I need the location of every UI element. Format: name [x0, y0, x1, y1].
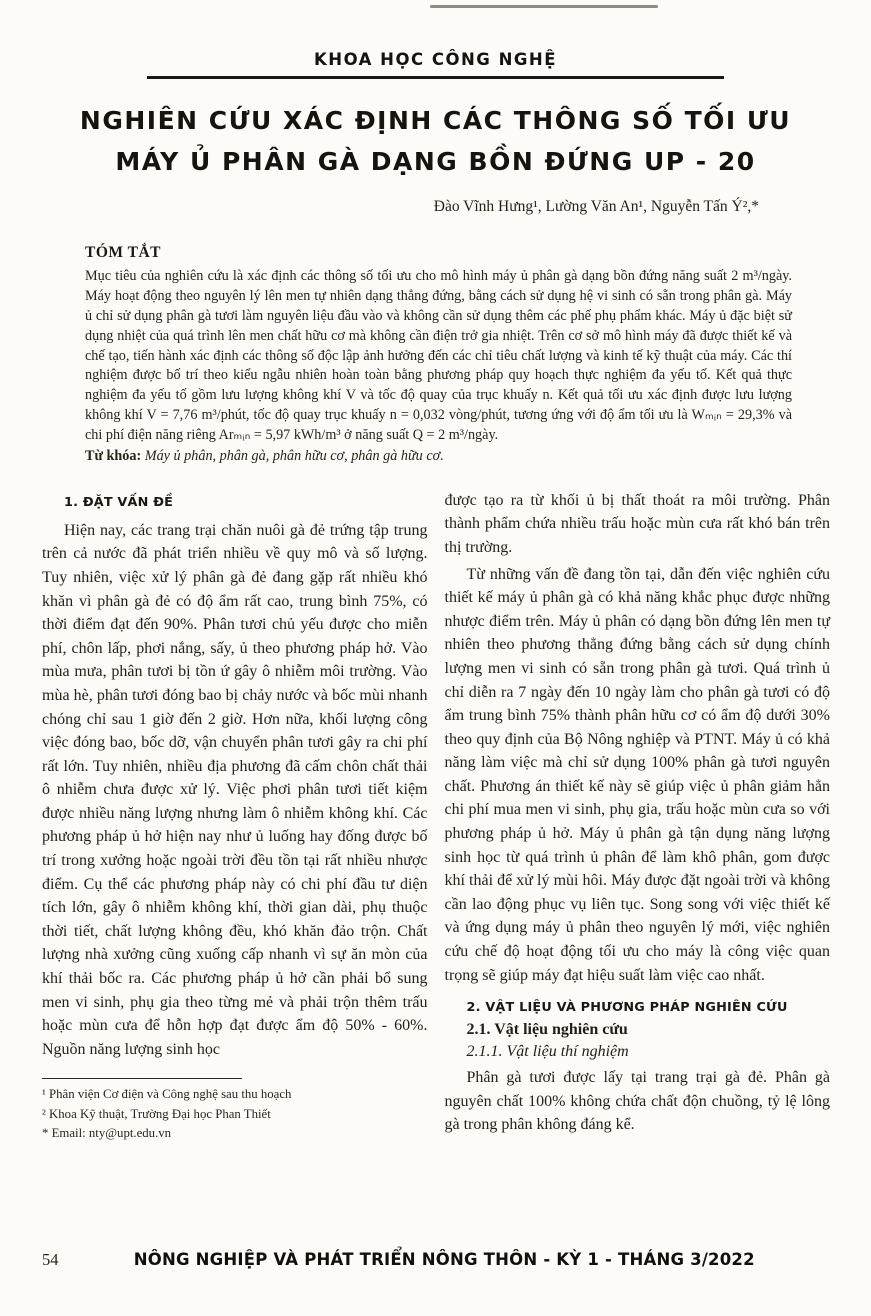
abstract-heading: TÓM TẮT: [85, 244, 161, 261]
right-column: [445, 489, 831, 1143]
scan-artifact-line: [430, 5, 658, 8]
section-1-heading: 1. ĐẶT VẤN ĐỀ: [64, 494, 174, 510]
intro-paragraph-continued: được tạo ra từ khối ủ bị thất thoát ra môi trường. Phân thành phẩm chứa nhiều trấu hoặc mùn cưa rất khó bán trên thị trường.: [444, 491, 830, 556]
section-2-heading: 2. VẬT LIỆU VÀ PHƯƠNG PHÁP NGHIÊN CỨU: [466, 1000, 788, 1016]
keywords-label: Từ khóa:: [85, 447, 142, 464]
page-header: [0, 0, 871, 79]
footnote-divider: [42, 1078, 242, 1079]
article-title-line2: MÁY Ủ PHÂN GÀ DẠNG BỒN ĐỨNG UP - 20: [115, 146, 756, 176]
footnote-email: * Email: nty@upt.edu.vn: [42, 1125, 172, 1140]
journal-footer-title: NÔNG NGHIỆP VÀ PHÁT TRIỂN NÔNG THÔN - KỲ 1 - THÁNG 3/2022: [133, 1250, 755, 1269]
materials-paragraph: Phân gà tươi được lấy tại trang trại gà đẻ. Phân gà nguyên chất 100% không chứa chất độn chuồng, tỷ lệ lông gà trong phân không đáng kể.: [444, 1069, 830, 1134]
abstract-body: Mục tiêu của nghiên cứu là xác định các thông số tối ưu cho mô hình máy ủ phân gà dạng bồn đứng năng suất 2 m³/ngày. Máy hoạt động theo nguyên lý lên men tự nhiên dạng thẳng đứng, bằng cách sử dụng hệ vi sinh có sẵn trong phân gà. Máy ủ chỉ sử dụng phân gà tươi làm nguyên liệu đầu vào và không cần sử dụng thêm các phế phụ phẩm khác. Máy ủ đặc biệt sử dụng nhiệt của quá trình lên men chất hữu cơ mà không cần điện trở gia nhiệt. Trên cơ sở mô hình máy đã được thiết kế và chế tạo, tiến hành xác định các thông số độc lập ảnh hưởng đến các chỉ tiêu chất lượng và kinh tế kỹ thuật của máy. Các thí nghiệm được bố trí theo kiểu ngẫu nhiên hoàn toàn bằng phương pháp quy hoạch thực nghiệm đa yếu tố. Kết quả thực nghiệm đa yếu tố gồm lưu lượng không khí V và tốc độ quay của trục khuấy n. Kết quả tối ưu xác định được lưu lượng không khí V = 7,76 m³/phút, tốc độ quay trục khuấy n = 0,032 vòng/phút, tương ứng với độ ẩm tối ưu là Wₘᵢₙ = 29,3% và chi phí điện năng riêng Arₘᵢₙ = 5,97 kWh/m³ ở năng suất Q = 2 m³/ngày.: [85, 268, 792, 443]
keywords-line: [85, 447, 792, 467]
footnotes-block: [42, 1078, 428, 1143]
abstract-section: [85, 244, 792, 467]
running-head-title: KHOA HỌC CÔNG NGHỆ: [313, 50, 558, 69]
body-columns: [42, 489, 830, 1143]
running-head-rule: [147, 76, 724, 79]
intro-paragraph: Hiện nay, các trang trại chăn nuôi gà đẻ trứng tập trung trên cả nước đã phát triển nhiều về quy mô và số lượng. Tuy nhiên, việc xử lý phân gà đẻ đang gặp rất nhiều khó khăn vì phân gà đẻ có độ ẩm rất cao, trung bình 75%, có thời điểm đạt đến 90%. Phân tươi chủ yếu được cho miễn phí, chôn lấp, phơi nắng, sấy, ủ theo phương pháp hở. Vào mùa mưa, phân tươi bị tồn ứ gây ô nhiễm môi trường. Vào mùa hè, phân tươi đóng bao bị chảy nước và bốc mùi nhanh chóng chỉ sau 1 giờ đến 2 giờ. Hơn nữa, khối lượng công việc đóng bao, bốc dỡ, vận chuyển phân tươi gây ra chi phí rất lớn. Tuy nhiên, nhiều địa phương đã cấm chôn chất thải ô nhiễm chưa được xử lý. Việc phơi phân tươi tiết kiệm được nhiều năng lượng nhưng làm ô nhiễm không khí. Các phương pháp ủ hở hiện nay như ủ luống hay đống được bố trí trong xưởng hoặc ngoài trời đều tồn tại rất nhiều nhược điểm. Cụ thể các phương pháp này có chi phí đầu tư diện tích lớn, gây ô nhiễm không khí, thời gian dài, phụ thuộc thời tiết, chất lượng không đều, khó khăn đảo trộn. Chất lượng nhà xưởng cũng xuống cấp nhanh vì sự ăn mòn của khí thải bốc ra. Các phương pháp ủ hở cần phải bổ sung men vi sinh, phụ gia theo từng mẻ và phải trộn thêm trấu hoặc mùn cưa để hỗn hợp đạt được ẩm độ 50% - 60%. Nguồn năng lượng sinh học: [42, 521, 428, 1058]
keywords-text: Máy ủ phân, phân gà, phân hữu cơ, phân gà hữu cơ.: [144, 447, 444, 464]
section-2-1-heading: 2.1. Vật liệu nghiên cứu: [466, 1021, 628, 1039]
solution-paragraph: Từ những vấn đề đang tồn tại, dẫn đến việc nghiên cứu thiết kế máy ủ phân gà có khả năng khắc phục được những nhược điểm trên. Máy ủ phân có dạng bồn đứng lên men tự nhiên theo phương thẳng đứng bằng cách sử dụng chính lượng men vi sinh có sẵn trong phân gà tươi. Quá trình ủ chỉ diễn ra 7 ngày đến 10 ngày làm cho phân gà tươi có độ ẩm trung bình 75% thành phân hữu cơ có ẩm độ dưới 30% theo quy định của Bộ Nông nghiệp và PTNT. Máy ủ có khả năng làm việc mà chỉ sử dụng 100% phân gà tươi nguyên chất. Phương án thiết kế này sẽ giúp việc ủ phân giảm hẳn chi phí mua men vi sinh, phụ gia, trấu hoặc mùn cưa so với phương pháp ủ hở. Máy ủ phân gà tận dụng năng lượng sinh học từ quá trình ủ phân để làm khô phân, gom được khí thải để xử lý mùi hôi. Máy được đặt ngoài trời và không cần lao động phục vụ liên tục. Song song với việc thiết kế và ứng dụng máy ủ phân theo nguyên lý mới, việc nghiên cứu chế độ hoạt động tối ưu cho máy là công việc quan trọng sẽ giúp máy đạt hiệu suất làm việc cao nhất.: [444, 565, 830, 984]
article-title: [0, 101, 871, 182]
left-column: [42, 489, 428, 1143]
page-number: 54: [42, 1250, 59, 1269]
footnote-affiliation-2: ² Khoa Kỹ thuật, Trường Đại học Phan Thiết: [42, 1106, 271, 1121]
authors-line: Đào Vĩnh Hưng¹, Lường Văn An¹, Nguyễn Tấn Ý²,*: [433, 198, 759, 215]
page-footer: [42, 1250, 830, 1270]
footnote-affiliation-1: ¹ Phân viện Cơ điện và Công nghệ sau thu hoạch: [42, 1087, 292, 1102]
article-title-line1: NGHIÊN CỨU XÁC ĐỊNH CÁC THÔNG SỐ TỐI ƯU: [79, 106, 792, 135]
section-2-1-1-heading: 2.1.1. Vật liệu thí nghiệm: [466, 1043, 629, 1061]
